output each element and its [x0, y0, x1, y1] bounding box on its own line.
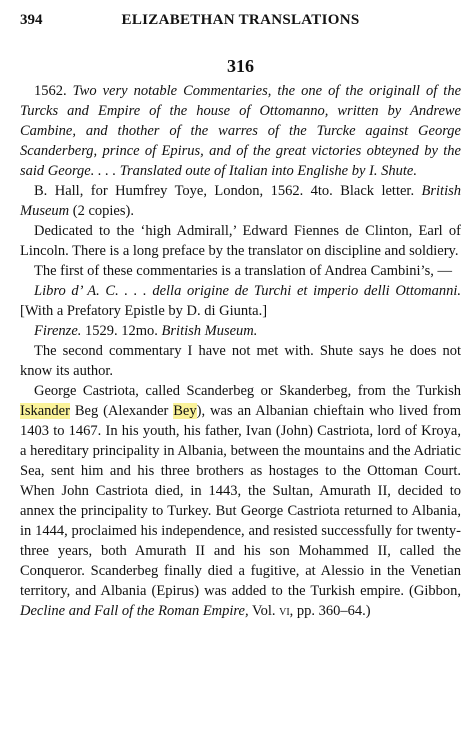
volume-label: Vol.	[248, 603, 280, 619]
volume-number: vi	[279, 603, 290, 619]
libro-note: [With a Prefatory Epistle by D. di Giunta.]	[20, 303, 268, 319]
imprint-text: B. Hall, for Humfrey Toye, London, 1562. 4to. Black letter.	[34, 183, 415, 199]
entry-number: 316	[227, 56, 254, 76]
dedication-text: Dedicated to the ‘high Admirall,’ Edward Fiennes de Clinton, Earl of Lincoln. There is a long preface by the translator on discipline and soldiery.	[20, 223, 461, 259]
page-number: 394	[20, 12, 43, 28]
highlighted-iskander: Iskander	[20, 403, 70, 419]
running-header	[20, 12, 461, 34]
gibbon-title: Decline and Fall of the Roman Empire,	[20, 603, 249, 619]
commentary2-text: The second commentary I have not met with. Shute says he does not know its author.	[20, 343, 461, 379]
imprint-paragraph	[20, 181, 461, 221]
libro-title: Libro d’ A. C. . . . della origine de Turchi et imperio delli Ottomanni.	[34, 283, 461, 299]
page-range: , pp. 360–64.)	[289, 603, 371, 619]
firenze-paragraph	[20, 321, 461, 341]
commentary1-intro: The first of these commentaries is a translation of Andrea Cambini’s, —	[34, 263, 452, 279]
imprint-copies: (2 copies).	[69, 203, 134, 219]
biography-paragraph	[20, 381, 461, 621]
firenze-details: 1529. 12mo.	[81, 323, 162, 339]
highlighted-bey: Bey	[173, 403, 197, 419]
commentary2-paragraph	[20, 341, 461, 381]
dedication-paragraph	[20, 221, 461, 261]
firenze-museum: British Museum.	[161, 323, 258, 339]
entry-title-paragraph	[20, 81, 461, 181]
entry-year: 1562.	[34, 83, 67, 99]
biography-part3: ), was an Albanian chieftain who lived from 1403 to 1467. In his youth, his father, Ivan (John) Castriota, lord of Kroya, a hereditary principality in Albania, between the mountains and the Adriatic Sea, sent him and his three brothers as hostages to the Ottoman Court. When John Castriota died, in 1443, the Sultan, Amurath II, decided to annex the principality to Turkey. But George Castriota returned to Albania, in 1444, proclaimed his independence, and resisted successfully for twenty-three years, both Amurath II and his son Mohammed II, called the Conqueror. Scanderbeg finally died a fugitive, at Alessio in the Venetian territory, and Albania (Epirus) was added to the Turkish empire. (Gibbon,	[20, 403, 461, 599]
libro-paragraph	[20, 281, 461, 321]
biography-part2: Beg (Alexander	[69, 403, 174, 419]
running-title: ELIZABETHAN TRANSLATIONS	[121, 12, 360, 28]
imprint-location: British Museum	[20, 183, 461, 219]
entry-title: Two very notable Commentaries, the one of the originall of the Turcks and Empire of the house of Ottomanno, written by Andrewe Cambine, and thother of the warres of the Turcke against George Scanderberg, prince of Epirus, and of the great victories obteyned by the said George. . . . Translated oute of Italian into Englishe by I. Shute.	[20, 83, 462, 179]
biography-part1: George Castriota, called Scanderbeg or Skanderbeg, from the Turkish	[34, 383, 461, 399]
firenze-place: Firenze.	[34, 323, 82, 339]
commentary1-paragraph	[20, 261, 461, 281]
